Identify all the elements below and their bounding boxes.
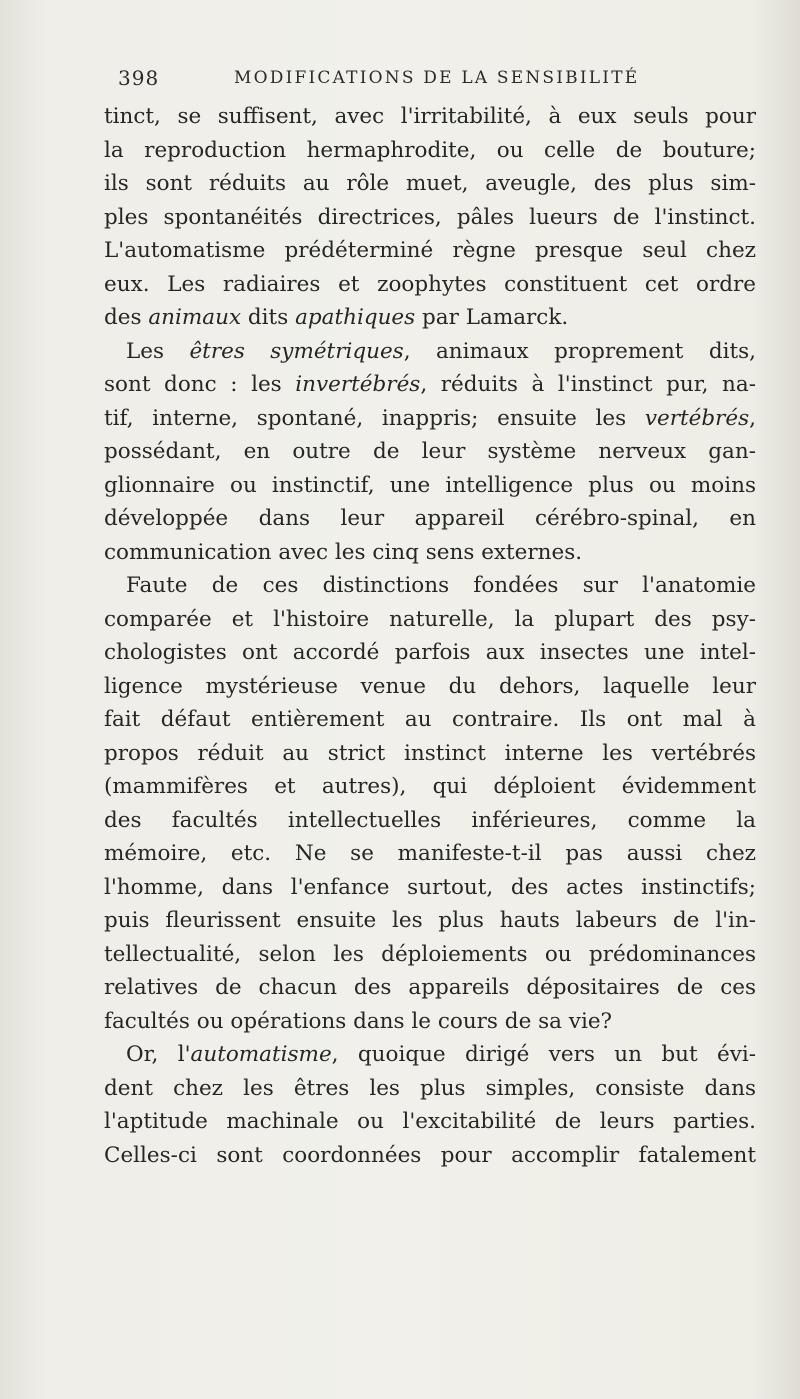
text-segment: , animaux proprement dits,	[403, 338, 756, 364]
text-segment: des facultés intellectuelles inférieures, comme la	[104, 807, 756, 833]
text-segment: , réduits à l'instinct pur, na-	[420, 372, 756, 397]
text-segment: Les	[126, 338, 190, 364]
text-segment: possédant, en outre de leur système nerveux gan-	[104, 439, 756, 464]
text-segment: Faute de ces distinctions fondées sur l'anatomie	[126, 573, 756, 598]
text-line	[104, 703, 756, 737]
text-segment: dent chez les êtres les plus simples, consiste dans	[104, 1075, 756, 1101]
text-line	[104, 268, 756, 302]
text-line	[104, 636, 756, 670]
text-line	[104, 670, 756, 704]
text-line	[104, 134, 756, 168]
text-segment: l'aptitude machinale ou l'excitabilité de leurs parties.	[104, 1109, 756, 1134]
page-number: 398	[118, 66, 160, 90]
text-segment: Celles-ci sont coordonnées pour accomplir fatalement	[104, 1142, 756, 1168]
text-segment: comparée et l'histoire naturelle, la plupart des psy-	[104, 606, 756, 632]
text-segment: la reproduction hermaphrodite, ou celle de bouture;	[104, 137, 756, 163]
italic-text: vertébrés	[644, 405, 750, 431]
text-segment: chologistes ont accordé parfois aux insectes une intel-	[104, 640, 756, 665]
text-segment: Or, l'	[126, 1042, 191, 1067]
text-segment: tellectualité, selon les déploiements ou prédominances	[104, 941, 756, 967]
italic-text: invertébrés	[295, 372, 421, 397]
text-segment: ligence mystérieuse venue du dehors, laquelle leur	[104, 673, 756, 699]
text-line	[104, 502, 756, 536]
italic-text: animaux	[148, 305, 242, 330]
text-line	[104, 167, 756, 201]
body-text	[104, 100, 756, 1172]
text-segment: , quoique dirigé vers un but évi-	[331, 1042, 756, 1067]
text-segment: des	[104, 305, 149, 330]
text-line	[104, 603, 756, 637]
text-line	[104, 1139, 756, 1173]
text-segment: relatives de chacun des appareils dépositaires de ces	[104, 975, 756, 1000]
text-line	[104, 469, 756, 503]
text-segment: dits	[241, 305, 296, 330]
text-line	[104, 1038, 756, 1072]
text-line	[104, 301, 756, 335]
text-segment: tif, interne, spontané, inappris; ensuite les	[104, 405, 645, 431]
text-line	[104, 1105, 756, 1139]
text-segment: facultés ou opérations dans le cours de sa vie?	[104, 1008, 613, 1034]
text-segment: par Lamarck.	[415, 305, 569, 330]
italic-text: automatisme	[190, 1042, 332, 1067]
italic-text: apathiques	[295, 305, 416, 330]
text-segment: puis fleurissent ensuite les plus hauts labeurs de l'in-	[104, 908, 756, 933]
text-line	[104, 402, 756, 436]
text-line	[104, 1005, 756, 1039]
text-line	[104, 938, 756, 972]
text-line	[104, 770, 756, 804]
text-segment: communication avec les cinq sens externes.	[104, 539, 583, 565]
text-segment: tinct, se suffisent, avec l'irritabilité, à eux seuls pour	[104, 104, 756, 129]
text-line	[104, 201, 756, 235]
text-line	[104, 971, 756, 1005]
text-line	[104, 335, 756, 369]
text-segment: glionnaire ou instinctif, une intelligence plus ou moins	[104, 472, 756, 498]
text-line	[104, 100, 756, 134]
text-line	[104, 871, 756, 905]
italic-text: êtres symétriques	[189, 338, 404, 364]
text-segment: ,	[749, 405, 756, 431]
text-segment: L'automatisme prédéterminé règne presque seul chez	[104, 238, 756, 263]
text-line	[104, 837, 756, 871]
text-segment: sont donc : les	[104, 372, 296, 397]
text-line	[104, 737, 756, 771]
page-header	[118, 66, 758, 96]
text-line	[104, 368, 756, 402]
text-segment: ils sont réduits au rôle muet, aveugle, des plus sim-	[104, 171, 756, 196]
text-line	[104, 804, 756, 838]
text-segment: ples spontanéités directrices, pâles lueurs de l'instinct.	[104, 204, 756, 230]
text-line	[104, 234, 756, 268]
text-segment: mémoire, etc. Ne se manifeste-t-il pas aussi chez	[104, 841, 756, 866]
text-segment: propos réduit au strict instinct interne les vertébrés	[104, 740, 756, 766]
text-line	[104, 569, 756, 603]
text-segment: (mammifères et autres), qui déploient évidemment	[104, 774, 756, 799]
text-segment: eux. Les radiaires et zoophytes constituent cet ordre	[104, 271, 756, 297]
text-line	[104, 904, 756, 938]
text-line	[104, 1072, 756, 1106]
text-segment: développée dans leur appareil cérébro-spinal, en	[104, 506, 756, 531]
text-line	[104, 435, 756, 469]
text-line	[104, 536, 756, 570]
text-segment: l'homme, dans l'enfance surtout, des actes instinctifs;	[104, 874, 756, 900]
text-segment: fait défaut entièrement au contraire. Ils ont mal à	[104, 707, 756, 732]
running-title: MODIFICATIONS DE LA SENSIBILITÉ	[234, 68, 640, 88]
